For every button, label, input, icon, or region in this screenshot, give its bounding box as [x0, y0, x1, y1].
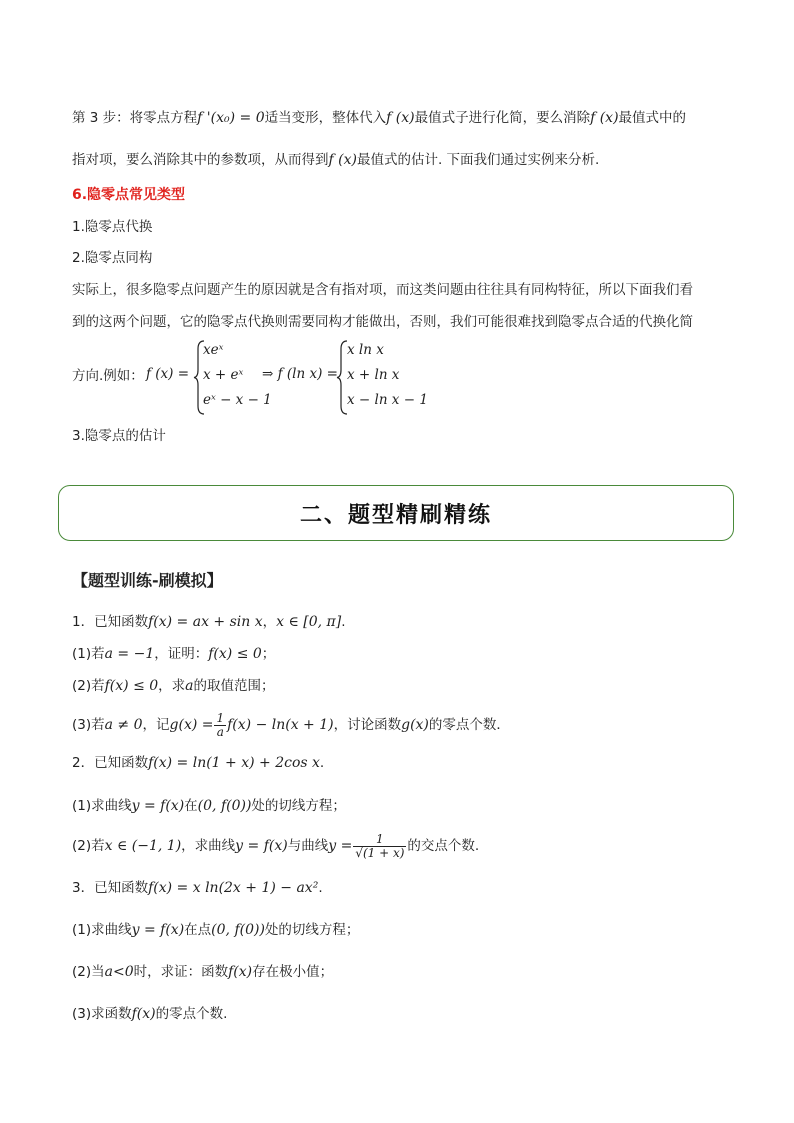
q1-stem: [72, 612, 346, 632]
math: f(x) = x ln(2x + 1) − ax²: [148, 880, 319, 896]
sec6-paragraph-line-2: 到的这两个问题，它的隐零点代换则需要同构才能做出，否则，我们可能很难找到隐零点合适的代换化简: [72, 314, 693, 330]
sec6-paragraph-line-3: [72, 366, 144, 386]
section-banner: [58, 485, 734, 541]
text: 的零点个数．: [428, 717, 510, 733]
text: 在: [184, 798, 198, 814]
math: f(x) = ax + sin x: [148, 614, 263, 630]
row: xeˣ: [203, 342, 224, 358]
math-fx: f (x): [328, 152, 357, 168]
text: ；: [261, 646, 276, 662]
q3-stem: [72, 878, 323, 898]
text: (3)若: [72, 717, 105, 733]
text: ，求曲线: [181, 838, 236, 854]
q1-part-2: [72, 676, 275, 696]
text: 存在极小值；: [252, 964, 334, 980]
math: x ∈ [0, π]: [276, 614, 342, 630]
q1-part-3: [72, 710, 510, 740]
math: y = f(x): [235, 838, 288, 854]
text: (2)若: [72, 678, 105, 694]
text: .: [319, 755, 325, 771]
math: a ≠ 0: [104, 717, 143, 733]
row: x + ln x: [347, 367, 400, 383]
text: (1)求曲线: [72, 922, 132, 938]
text: 时，求证：函数: [133, 964, 229, 980]
text: (3)求函数: [72, 1006, 132, 1022]
text: (1)求曲线: [72, 798, 132, 814]
text: 的交点个数.: [407, 838, 480, 854]
sec6-item-3: 3.隐零点的估计: [72, 428, 166, 444]
math-zero-equation: f '(x₀) = 0: [197, 110, 265, 126]
row: x + eˣ: [203, 367, 244, 383]
text: 方向.例如：: [72, 368, 144, 384]
math: g(x) =: [169, 717, 214, 733]
math-fx: f (x): [590, 110, 619, 126]
math: y = f(x): [131, 922, 185, 938]
math: f(x) ≤ 0: [104, 678, 159, 694]
fraction-1-over-a: [214, 712, 226, 739]
math: x ∈ (−1, 1): [104, 838, 182, 854]
math-fx: f (x): [386, 110, 415, 126]
fraction-1-over-sqrt: [353, 833, 406, 860]
text: 适当变形，整体代入: [264, 110, 387, 126]
text: 3．已知函数: [72, 880, 149, 896]
math: g(x): [401, 717, 429, 733]
q3-part-2: [72, 962, 333, 982]
piecewise-rows-2: [347, 338, 428, 413]
numerator: 1: [216, 710, 225, 725]
q3-part-1: [72, 920, 359, 940]
numerator: 1: [376, 831, 384, 846]
text: 最值式子进行化简，要么消除: [414, 110, 591, 126]
text: 最值式的估计. 下面我们通过实例来分析.: [356, 152, 600, 168]
text: 指对项，要么消除其中的参数项，从而得到: [72, 152, 329, 168]
math: a<0: [104, 964, 134, 980]
denominator: √(1 + x): [355, 845, 405, 860]
text: 第 3 步：将零点方程: [72, 110, 198, 126]
sec6-paragraph-line-1: 实际上，很多隐零点问题产生的原因就是含有指对项，而这类问题由往往具有同构特征，所以下面我们看: [72, 282, 693, 298]
math: f(x) ≤ 0: [208, 646, 262, 662]
text: 处的切线方程；: [264, 922, 360, 938]
text: 2．已知函数: [72, 755, 149, 771]
text: ，记: [142, 717, 170, 733]
lhs-fx: f (x) =: [146, 366, 190, 382]
row: x − ln x − 1: [347, 392, 428, 408]
q1-part-1: [72, 644, 275, 664]
q3-part-3: [72, 1004, 227, 1024]
sec6-item-2: 2.隐零点同构: [72, 250, 153, 266]
step3-line-1: [72, 108, 686, 128]
math: f(x): [228, 964, 253, 980]
text: (1)若: [72, 646, 105, 662]
section-6-heading: 6.隐零点常见类型: [72, 187, 186, 203]
implies-f-lnx: ⇒ f (ln x) =: [262, 366, 338, 382]
denominator: a: [214, 725, 226, 739]
text: 最值式中的: [618, 110, 687, 126]
math: a: [185, 678, 194, 694]
math: y = f(x): [131, 798, 185, 814]
text: 在点: [184, 922, 212, 938]
math: f(x) = ln(1 + x) + 2cos x: [148, 755, 320, 771]
math: (0, f(0)): [197, 798, 252, 814]
row: eˣ − x − 1: [203, 392, 272, 408]
math: f(x) − ln(x + 1): [227, 717, 334, 733]
text: 的零点个数.: [155, 1006, 228, 1022]
math: a = −1: [104, 646, 155, 662]
text: ，求: [158, 678, 186, 694]
q2-stem: [72, 753, 324, 773]
row: x ln x: [347, 342, 384, 358]
text: 与曲线: [287, 838, 329, 854]
text: .: [341, 614, 346, 630]
text: 的取值范围；: [193, 678, 275, 694]
q2-part-1: [72, 796, 346, 816]
step3-line-2: [72, 150, 599, 170]
math: y =: [328, 838, 353, 854]
math: f(x): [131, 1006, 156, 1022]
q2-part-2: [72, 831, 479, 861]
sec6-item-1: 1.隐零点代换: [72, 219, 153, 235]
text: 1．已知函数: [72, 614, 149, 630]
text: (2)若: [72, 838, 105, 854]
text: .: [318, 880, 323, 896]
practice-heading: 【题型训练-刷模拟】: [72, 571, 223, 590]
text: ，证明：: [154, 646, 209, 662]
text: ，: [262, 614, 277, 630]
math: (0, f(0)): [211, 922, 265, 938]
text: (2)当: [72, 964, 105, 980]
text: ，讨论函数: [333, 717, 402, 733]
text: 处的切线方程；: [251, 798, 346, 814]
banner-title: 二、题型精刷精练: [299, 502, 492, 528]
